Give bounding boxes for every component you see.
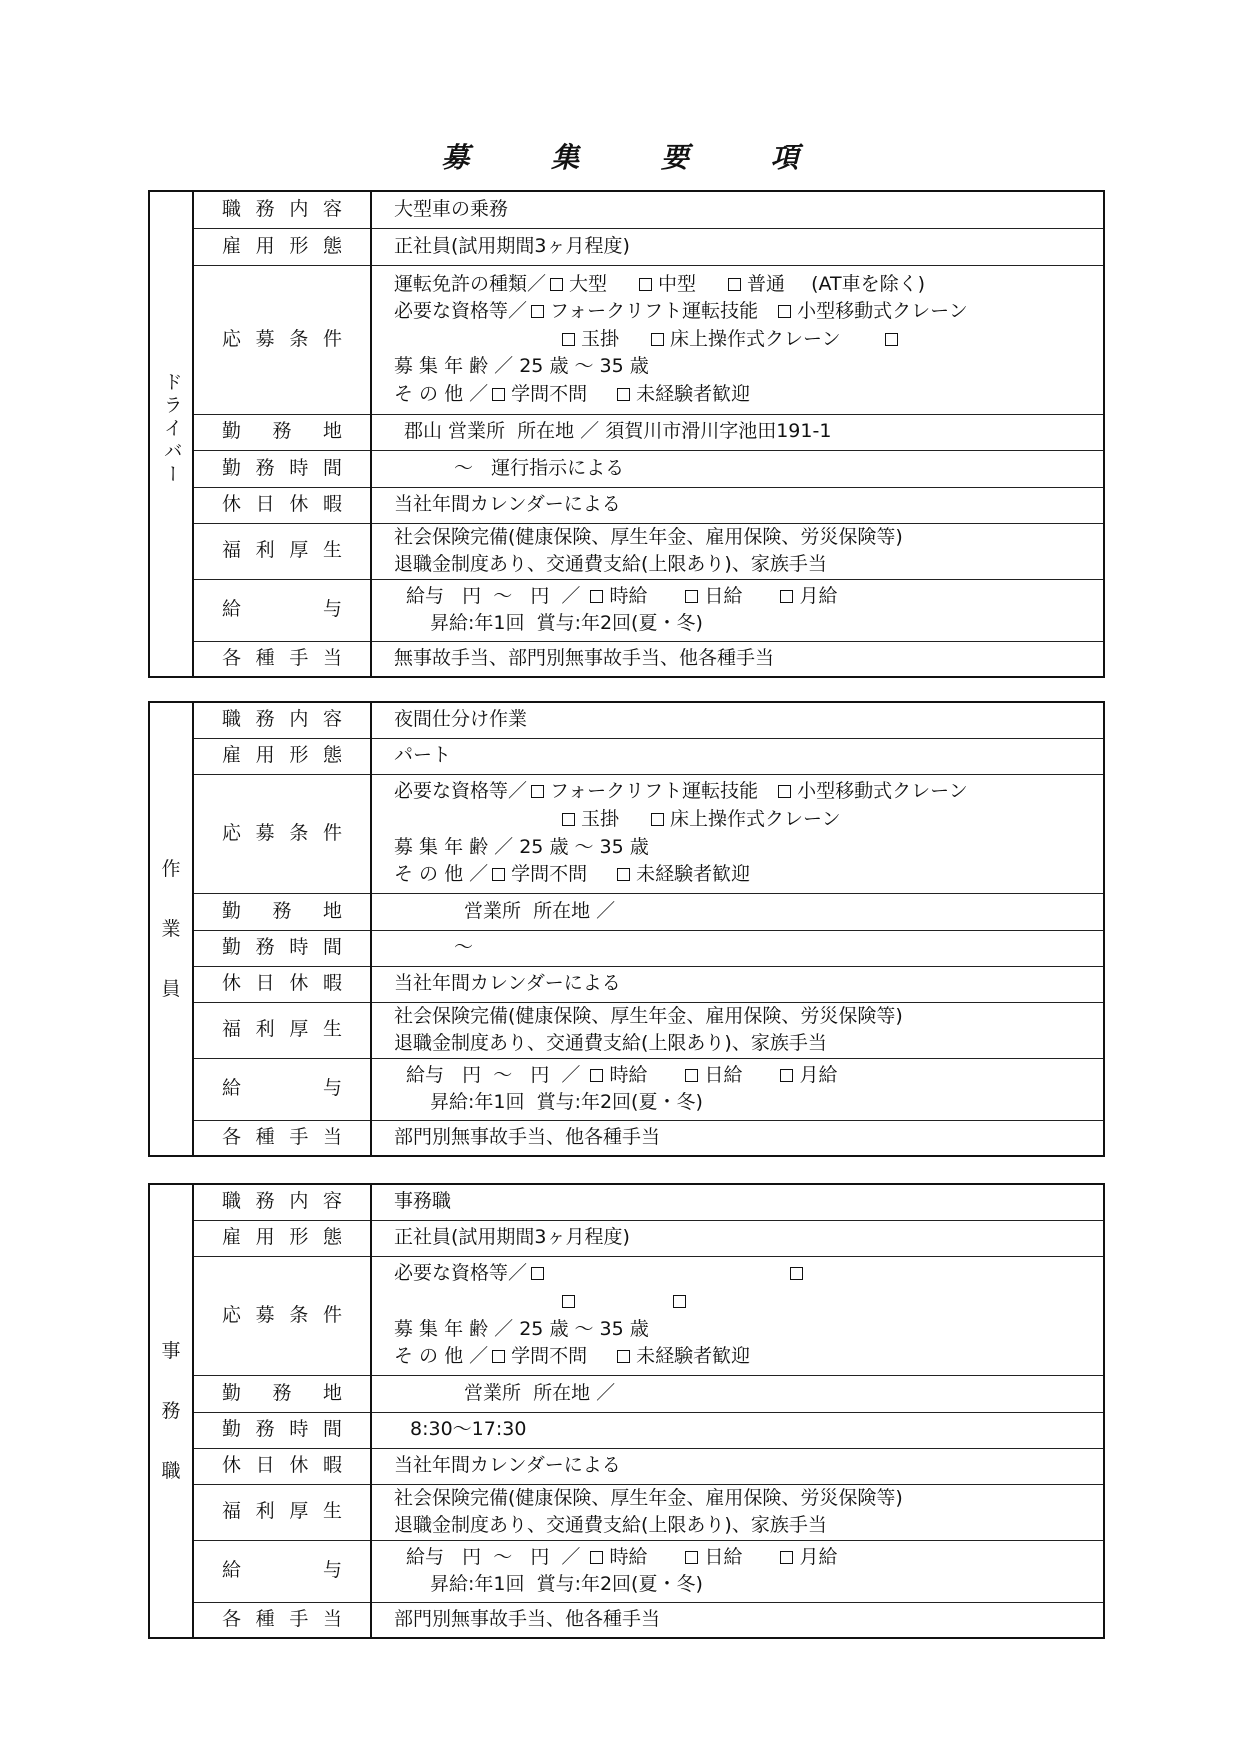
pay-label: 給与: [193, 1540, 371, 1602]
worker-section: [148, 701, 1105, 1157]
checkbox[interactable]: [780, 1551, 793, 1564]
allow-label: 各種手当: [193, 641, 371, 677]
checkbox[interactable]: [562, 333, 575, 346]
holiday-value: 当社年間カレンダーによる: [371, 966, 1104, 1002]
office-section: [148, 1183, 1105, 1639]
checkbox[interactable]: [550, 278, 563, 291]
job-value: 事務職: [371, 1184, 1104, 1220]
welfare-value: 社会保険完備(健康保険、厚生年金、雇用保険、労災保険等) 退職金制度あり、交通費支給(上限あり)、家族手当: [371, 1484, 1104, 1540]
holiday-value: 当社年間カレンダーによる: [371, 1448, 1104, 1484]
job-label: 職務内容: [193, 1184, 371, 1220]
allow-value: 部門別無事故手当、他各種手当: [371, 1120, 1104, 1156]
place-value: 営業所 所在地 ／: [371, 1375, 1104, 1412]
pay-value: 給与 円 ～ 円 ／ 時給 日給 月給 昇給:年1回 賞与:年2回(夏・冬): [371, 1058, 1104, 1120]
cond-value: 必要な資格等／ フォークリフト運転技能 小型移動式クレーン 玉掛 床上操作式クレーン 募 集 年 齢 ／ 25 歳 ～ 35 歳 そ の 他 ／ 学問不問 未経験者歓迎: [371, 774, 1104, 893]
place-label: 勤務地: [193, 893, 371, 930]
welfare-value: 社会保険完備(健康保険、厚生年金、雇用保険、労災保険等) 退職金制度あり、交通費支給(上限あり)、家族手当: [371, 523, 1104, 579]
job-label: 職務内容: [193, 702, 371, 738]
checkbox[interactable]: [492, 388, 505, 401]
cond-label: 応募条件: [193, 265, 371, 414]
hours-label: 勤務時間: [193, 450, 371, 487]
employ-value: パート: [371, 738, 1104, 774]
checkbox[interactable]: [685, 590, 698, 603]
checkbox[interactable]: [780, 590, 793, 603]
driver-section: [148, 190, 1105, 678]
place-value: 郡山 営業所 所在地 ／ 須賀川市滑川字池田191-1: [371, 414, 1104, 450]
checkbox[interactable]: [778, 785, 791, 798]
hours-label: 勤務時間: [193, 930, 371, 966]
hours-value: ～: [371, 930, 1104, 966]
cond-value: 運転免許の種類／ 大型 中型 普通 (AT車を除く) 必要な資格等／ フォークリフト運転技能 小型移動式クレーン 玉掛 床上操作式クレーン 募 集 年 齢 ／ 25 歳 ～ 35 歳 そ の 他 ／ 学問不問 未経験者歓迎: [371, 265, 1104, 414]
allow-label: 各種手当: [193, 1120, 371, 1156]
checkbox[interactable]: [617, 868, 630, 881]
checkbox[interactable]: [780, 1069, 793, 1082]
checkbox[interactable]: [651, 333, 664, 346]
holiday-label: 休日休暇: [193, 966, 371, 1002]
checkbox[interactable]: [590, 1551, 603, 1564]
checkbox[interactable]: [590, 1069, 603, 1082]
checkbox[interactable]: [651, 813, 664, 826]
welfare-label: 福利厚生: [193, 523, 371, 579]
checkbox[interactable]: [492, 1350, 505, 1363]
pay-value: 給与 円 ～ 円 ／ 時給 日給 月給 昇給:年1回 賞与:年2回(夏・冬): [371, 579, 1104, 641]
driver-side-label: ドライバー: [149, 191, 193, 677]
employ-value: 正社員(試用期間3ヶ月程度): [371, 1220, 1104, 1256]
pay-value: 給与 円 ～ 円 ／ 時給 日給 月給 昇給:年1回 賞与:年2回(夏・冬): [371, 1540, 1104, 1602]
holiday-value: 当社年間カレンダーによる: [371, 487, 1104, 523]
hours-label: 勤務時間: [193, 1412, 371, 1448]
pay-label: 給与: [193, 579, 371, 641]
checkbox[interactable]: [778, 305, 791, 318]
checkbox[interactable]: [617, 388, 630, 401]
allow-value: 部門別無事故手当、他各種手当: [371, 1602, 1104, 1638]
checkbox[interactable]: [531, 305, 544, 318]
checkbox[interactable]: [492, 868, 505, 881]
checkbox[interactable]: [531, 785, 544, 798]
holiday-label: 休日休暇: [193, 1448, 371, 1484]
employ-label: 雇用形態: [193, 1220, 371, 1256]
checkbox[interactable]: [590, 590, 603, 603]
employ-label: 雇用形態: [193, 228, 371, 265]
checkbox[interactable]: [685, 1069, 698, 1082]
checkbox[interactable]: [885, 333, 898, 346]
job-value: 大型車の乗務: [371, 191, 1104, 228]
allow-label: 各種手当: [193, 1602, 371, 1638]
checkbox[interactable]: [617, 1350, 630, 1363]
place-label: 勤務地: [193, 1375, 371, 1412]
office-side-label: 事 務 職: [149, 1184, 193, 1638]
welfare-value: 社会保険完備(健康保険、厚生年金、雇用保険、労災保険等) 退職金制度あり、交通費支給(上限あり)、家族手当: [371, 1002, 1104, 1058]
holiday-label: 休日休暇: [193, 487, 371, 523]
hours-value: 8:30～17:30: [371, 1412, 1104, 1448]
cond-label: 応募条件: [193, 774, 371, 893]
pay-label: 給与: [193, 1058, 371, 1120]
page-title: 募 集 要 項: [441, 141, 835, 174]
place-label: 勤務地: [193, 414, 371, 450]
hours-value: ～ 運行指示による: [371, 450, 1104, 487]
job-label: 職務内容: [193, 191, 371, 228]
employ-label: 雇用形態: [193, 738, 371, 774]
checkbox[interactable]: [685, 1551, 698, 1564]
checkbox[interactable]: [728, 278, 741, 291]
checkbox[interactable]: [562, 813, 575, 826]
checkbox[interactable]: [639, 278, 652, 291]
welfare-label: 福利厚生: [193, 1484, 371, 1540]
checkbox[interactable]: [531, 1267, 544, 1280]
cond-label: 応募条件: [193, 1256, 371, 1375]
checkbox[interactable]: [673, 1295, 686, 1308]
cond-value: 必要な資格等／ 募 集 年 齢 ／ 25 歳 ～ 35 歳 そ の 他 ／ 学問不問 未経験者歓迎: [371, 1256, 1104, 1375]
job-value: 夜間仕分け作業: [371, 702, 1104, 738]
employ-value: 正社員(試用期間3ヶ月程度): [371, 228, 1104, 265]
place-value: 営業所 所在地 ／: [371, 893, 1104, 930]
checkbox[interactable]: [790, 1267, 803, 1280]
checkbox[interactable]: [562, 1295, 575, 1308]
allow-value: 無事故手当、部門別無事故手当、他各種手当: [371, 641, 1104, 677]
worker-side-label: 作 業 員: [149, 702, 193, 1156]
welfare-label: 福利厚生: [193, 1002, 371, 1058]
